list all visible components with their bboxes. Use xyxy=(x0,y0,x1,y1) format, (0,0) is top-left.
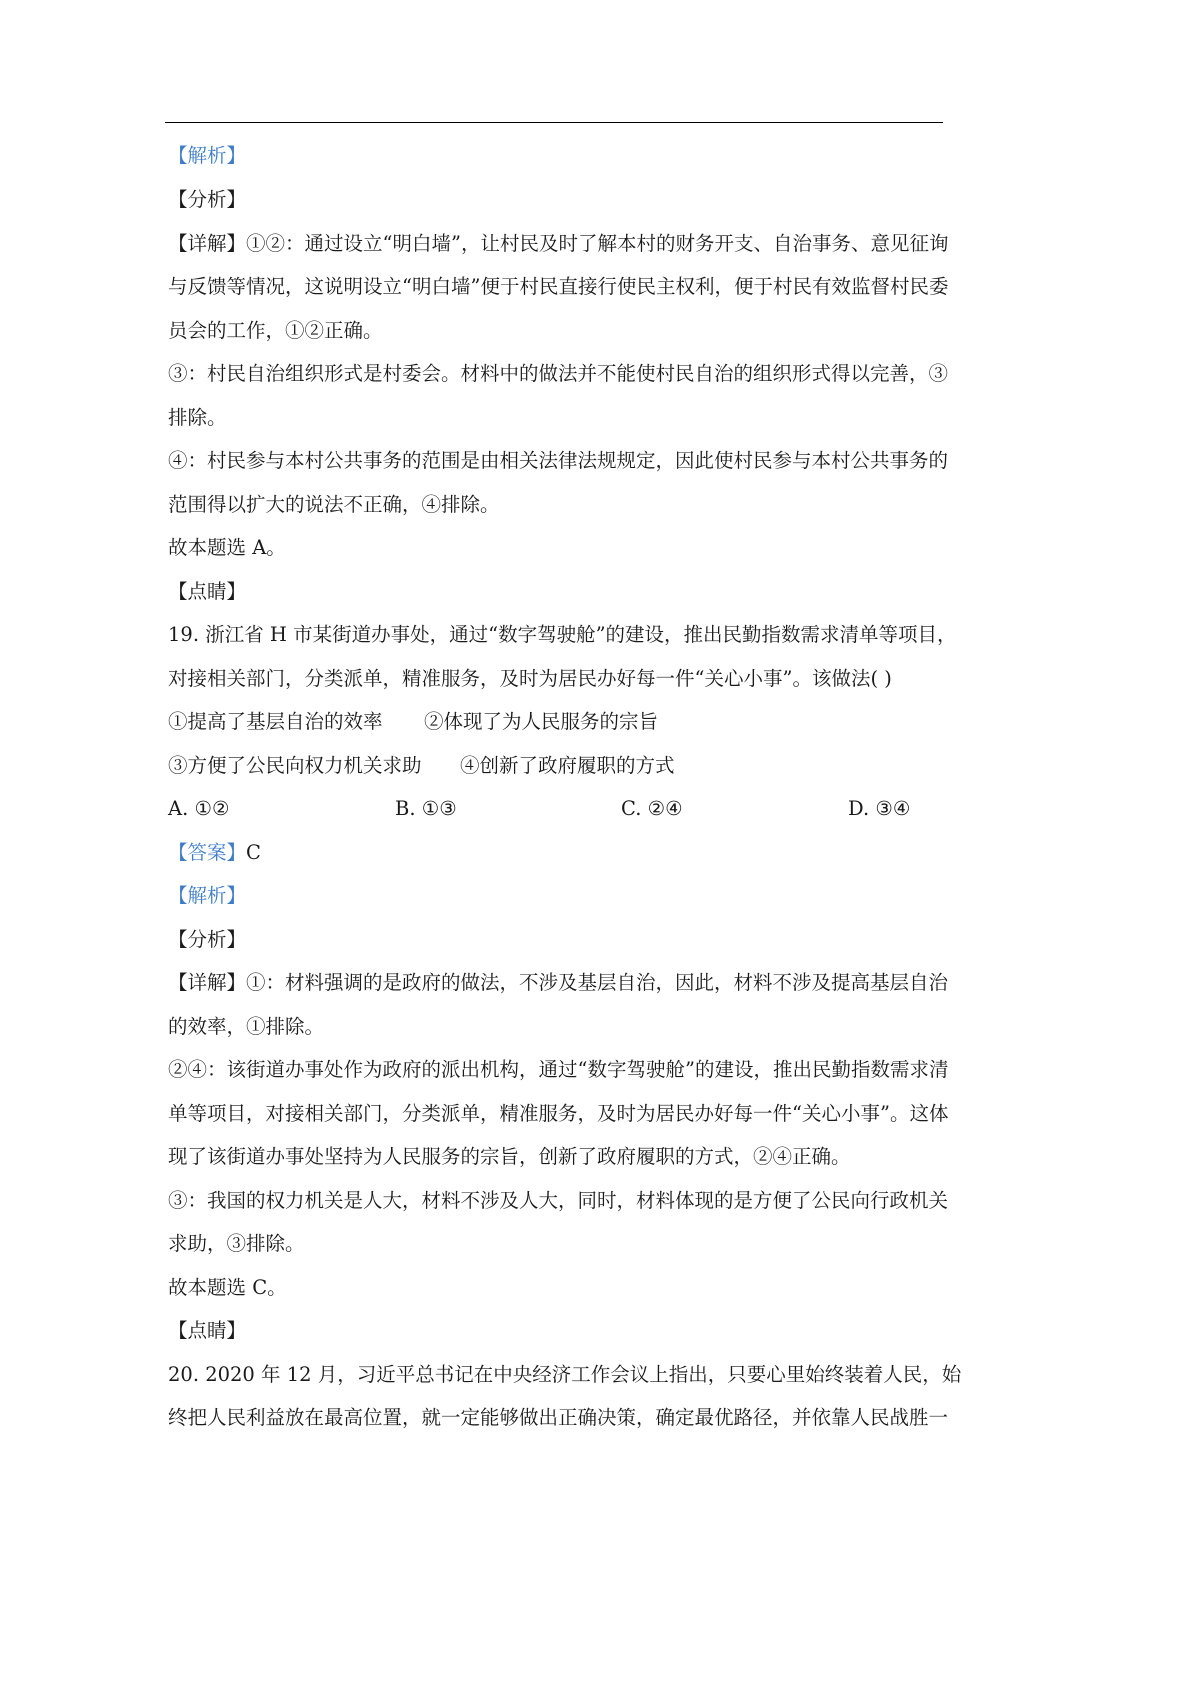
detail-line: 员会的工作，①②正确。 xyxy=(168,319,383,342)
detail-line: ④：村民参与本村公共事务的范围是由相关法律法规规定，因此使村民参与本村公共事务的 xyxy=(168,449,949,472)
question-stem: 对接相关部门，分类派单，精准服务，及时为居民办好每一件“关心小事”。该做法( ) xyxy=(168,667,892,690)
detail-line: 【详解】①：材料强调的是政府的做法，不涉及基层自治，因此，材料不涉及提高基层自治 xyxy=(168,971,949,994)
detail-line: ③：我国的权力机关是人大，材料不涉及人大，同时，材料体现的是方便了公民向行政机关 xyxy=(168,1189,949,1212)
question-stem: 19. 浙江省 H 市某街道办事处，通过“数字驾驶舱”的建设，推出民勤指数需求清单等项目， xyxy=(168,623,957,646)
statement-4: ④创新了政府履职的方式 xyxy=(460,754,675,777)
answer-line xyxy=(168,841,943,865)
detail-line: 排除。 xyxy=(168,406,227,429)
section-fenxi: 【分析】 xyxy=(168,188,247,211)
conclusion-line: 故本题选 A。 xyxy=(168,536,286,559)
option-b: B. ①③ xyxy=(395,797,457,820)
option-d: D. ③④ xyxy=(848,797,911,820)
detail-line: 的效率，①排除。 xyxy=(168,1015,325,1038)
detail-line: 与反馈等情况，这说明设立“明白墙”便于村民直接行使民主权利，便于村民有效监督村民委 xyxy=(168,275,949,298)
detail-line: 现了该街道办事处坚持为人民服务的宗旨，创新了政府履职的方式，②④正确。 xyxy=(168,1145,851,1168)
header-rule xyxy=(165,122,943,123)
statement-3: ③方便了公民向权力机关求助 xyxy=(168,754,422,777)
option-a: A. ①② xyxy=(168,797,230,820)
section-jiexi: 【解析】 xyxy=(168,144,247,167)
section-dianjing: 【点睛】 xyxy=(168,580,247,603)
detail-line: 单等项目，对接相关部门，分类派单，精准服务，及时为居民办好每一件“关心小事”。这体 xyxy=(168,1102,949,1125)
section-dianjing: 【点睛】 xyxy=(168,1319,247,1342)
option-c: C. ②④ xyxy=(621,797,683,820)
detail-line: 【详解】①②：通过设立“明白墙”，让村民及时了解本村的财务开支、自治事务、意见征询 xyxy=(168,232,949,255)
answer-label: 【答案】 xyxy=(168,841,247,864)
section-fenxi: 【分析】 xyxy=(168,928,247,951)
section-jiexi: 【解析】 xyxy=(168,884,247,907)
detail-line: 范围得以扩大的说法不正确，④排除。 xyxy=(168,493,500,516)
detail-line: ②④：该街道办事处作为政府的派出机构，通过“数字驾驶舱”的建设，推出民勤指数需求清 xyxy=(168,1058,949,1081)
question-stem: 终把人民利益放在最高位置，就一定能够做出正确决策，确定最优路径，并依靠人民战胜一 xyxy=(168,1406,949,1429)
conclusion-line: 故本题选 C。 xyxy=(168,1276,287,1299)
detail-line: 求助，③排除。 xyxy=(168,1232,305,1255)
question-stem: 20. 2020 年 12 月，习近平总书记在中央经济工作会议上指出，只要心里始终装着人民，始 xyxy=(168,1363,962,1386)
statement-2: ②体现了为人民服务的宗旨 xyxy=(424,710,659,733)
answer-value: C xyxy=(246,841,261,864)
statement-1: ①提高了基层自治的效率 xyxy=(168,710,383,733)
detail-line: ③：村民自治组织形式是村委会。材料中的做法并不能使村民自治的组织形式得以完善，③ xyxy=(168,362,949,385)
